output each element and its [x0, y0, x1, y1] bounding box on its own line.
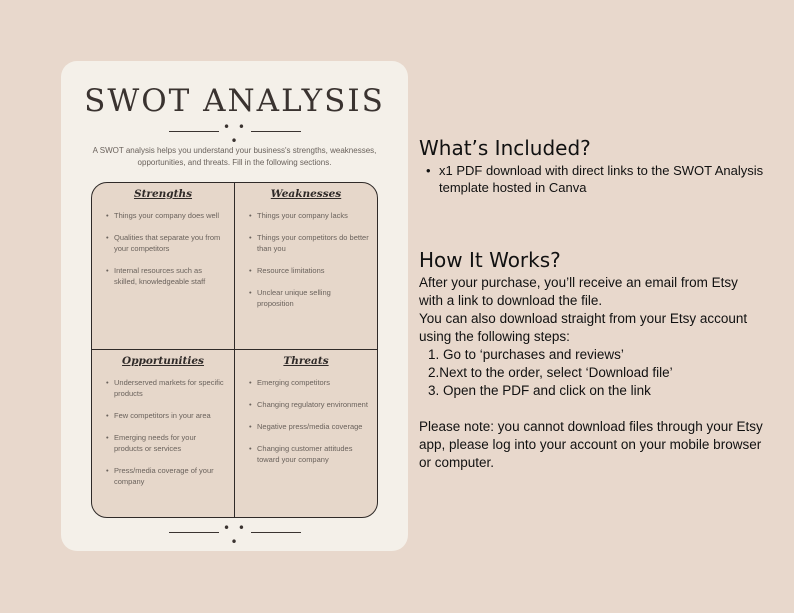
list-item: • Changing regulatory environment	[249, 399, 369, 410]
swot-title: SWOT ANALYSIS	[84, 83, 385, 119]
list-item: • Things your company lacks	[249, 210, 369, 221]
opportunities-quadrant	[92, 350, 234, 516]
note-text: Please note: you cannot download files through your Etsy app, please log into your account on your mobile browser or computer.	[419, 419, 763, 470]
list-item: • Emerging competitors	[249, 377, 369, 388]
included-item: • x1 PDF download with direct links to the SWOT Analysis template hosted in Canva	[419, 162, 764, 196]
step-item: 3. Open the PDF and click on the link	[428, 383, 651, 398]
step-item: 1. Go to ‘purchases and reviews’	[428, 347, 624, 362]
list-item: • Changing customer attitudes toward your company	[249, 443, 369, 465]
weaknesses-heading: Weaknesses	[270, 188, 342, 200]
step-item: 2.Next to the order, select ‘Download file’	[428, 365, 673, 380]
swot-grid	[91, 182, 378, 518]
list-item: • Unclear unique selling proposition	[249, 287, 369, 309]
list-item: • Things your competitors do better than you	[249, 232, 369, 254]
bottom-ornament: • • •	[169, 528, 301, 538]
threats-heading: Threats	[283, 355, 329, 367]
download-info: You can also download straight from your Etsy account using the following steps:	[419, 311, 748, 344]
purchase-info: After your purchase, you’ll receive an email from Etsy with a link to download the file.	[419, 275, 738, 308]
how-it-works-heading: How It Works?	[419, 248, 561, 272]
list-item: • Underserved markets for specific products	[106, 377, 226, 399]
how-it-works-section	[419, 246, 764, 472]
threats-quadrant	[235, 350, 377, 516]
whats-included-heading: What’s Included?	[419, 136, 591, 160]
list-item: • Press/media coverage of your company	[106, 465, 226, 487]
strengths-heading: Strengths	[133, 188, 193, 200]
list-item: • Few competitors in your area	[106, 410, 226, 421]
list-item: • Things your company does well	[106, 210, 226, 221]
weaknesses-quadrant	[235, 183, 377, 349]
list-item: • Emerging needs for your products or services	[106, 432, 226, 454]
swot-template-card	[61, 61, 408, 551]
opportunities-heading: Opportunities	[122, 355, 204, 367]
whats-included-section	[419, 134, 764, 196]
list-item: • Resource limitations	[249, 265, 369, 276]
list-item: • Qualities that separate you from your competitors	[106, 232, 226, 254]
list-item: • Negative press/media coverage	[249, 421, 369, 432]
swot-intro: A SWOT analysis helps you understand your business's strengths, weaknesses, opportunities, and threats. Fill in the following sections.	[92, 146, 377, 167]
top-ornament: • • •	[169, 127, 301, 137]
list-item: • Internal resources such as skilled, knowledgeable staff	[106, 265, 226, 287]
strengths-quadrant	[92, 183, 234, 349]
